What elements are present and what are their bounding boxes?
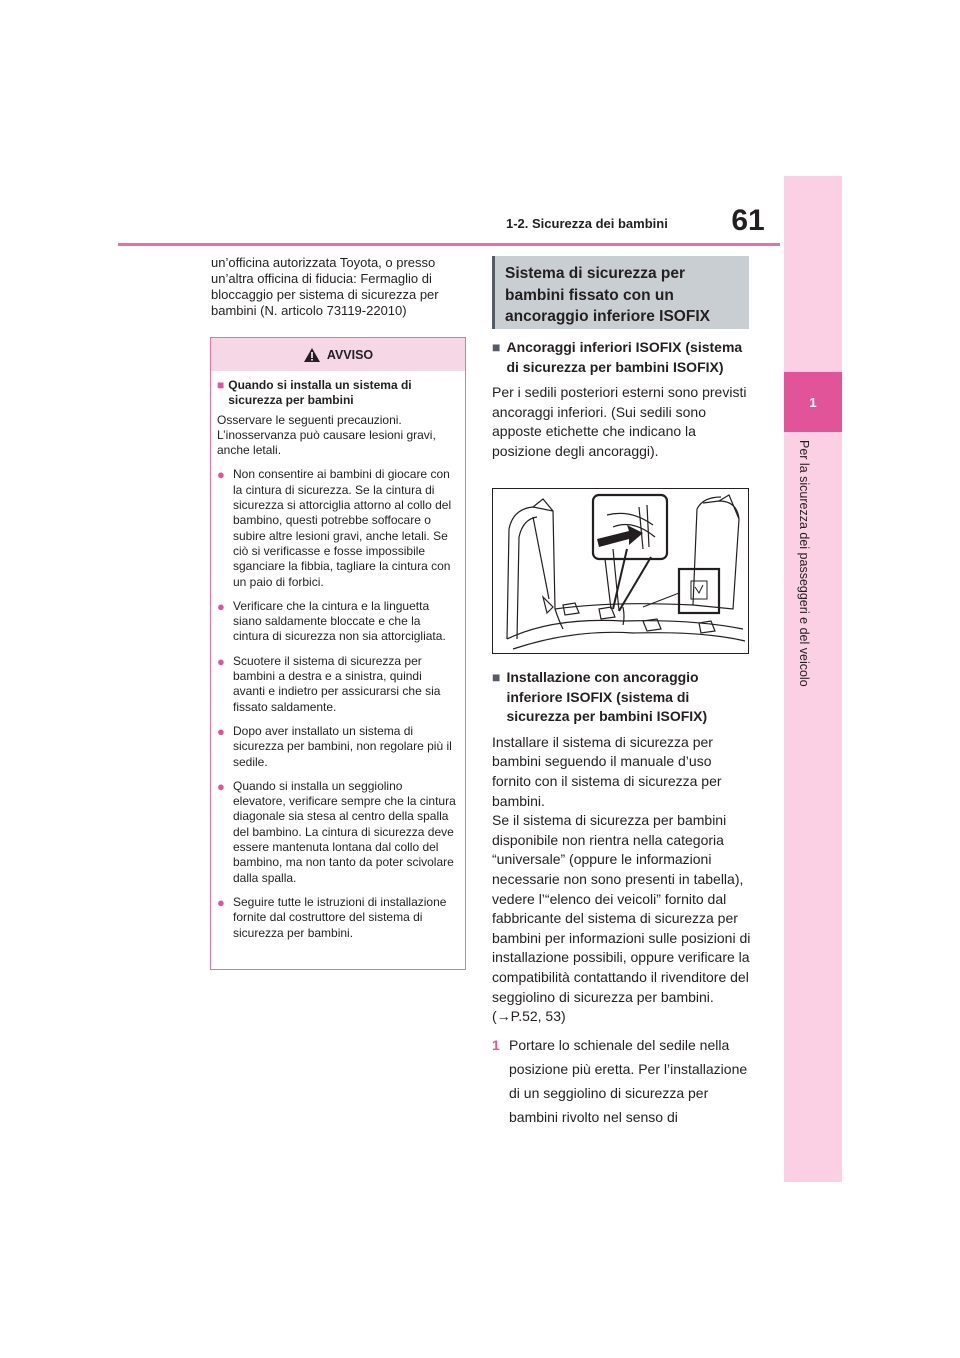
subsection-title — [492, 338, 754, 377]
warning-item — [217, 654, 457, 715]
subsection-title-text: Ancoraggi inferiori ISOFIX (sistema di sicurezza per bambini ISOFIX) — [506, 339, 743, 375]
subsection-installation — [492, 668, 754, 1129]
isofix-illustration — [492, 488, 749, 654]
page-number: 61 — [731, 204, 765, 237]
warning-intro: Osservare le seguenti precauzioni. L’inosservanza può causare lesioni gravi, anche letali. — [217, 412, 436, 458]
subsection-title — [492, 668, 754, 727]
subsection-title-text: Installazione con ancoraggio inferiore ISOFIX (sistema di sicurezza per bambini ISOFIX) — [506, 669, 708, 725]
bullet-dot-icon: ● — [217, 598, 225, 614]
step — [492, 1033, 754, 1129]
chapter-title: Per la sicurezza dei passeggeri e del veicolo — [797, 440, 811, 687]
warning-item — [217, 599, 457, 645]
warning-item — [217, 467, 457, 589]
subsection-text: Se il sistema di sicurezza per bambini disponibile non rientra nella categoria “universale” (oppure le informazioni necessarie non sono presenti in tabella), vedere l’“elenco dei veicoli” fornito dal fabbricante del sistema di sicurezza per bambini per informazioni sulle posizioni di installazione possibili, oppure verificare la compatibilità contattando il rivenditore del seggiolino di sicurezza per bambini. (→P.52, 53) — [492, 812, 751, 1025]
subsection-anchors — [492, 338, 754, 462]
warning-title — [217, 378, 457, 409]
warning-label: AVVISO — [326, 347, 374, 362]
warning-box — [210, 337, 466, 970]
intro-paragraph: un’officina autorizzata Toyota, o presso un’altra officina di fiducia: Fermaglio di bloccaggio per sistema di sicurezza per bambini (N. articolo 73119-22010) — [211, 255, 439, 318]
warning-item-text: Seguire tutte le istruzioni di installazione fornite dal costruttore del sistema di sicurezza per bambini. — [233, 894, 447, 940]
warning-item-text: Dopo aver installato un sistema di sicurezza per bambini, non regolare più il sedile. — [233, 723, 452, 769]
subsection-text: Installare il sistema di sicurezza per bambini seguendo il manuale d’uso fornito con il sistema di sicurezza per bambini. — [492, 733, 722, 809]
bullet-dot-icon: ● — [217, 723, 225, 739]
warning-item — [217, 895, 457, 941]
section-title-box: Sistema di sicurezza per bambini fissato con un ancoraggio inferiore ISOFIX — [492, 256, 749, 329]
step-number: 1 — [492, 1036, 500, 1053]
section-heading: 1-2. Sicurezza dei bambini — [506, 216, 668, 231]
warning-header — [211, 338, 465, 371]
chapter-number: 1 — [784, 372, 842, 432]
bullet-dot-icon: ● — [217, 467, 225, 483]
warning-item — [217, 779, 457, 886]
step-text: Portare lo schienale del sedile nella posizione più eretta. Per l’installazione di un seggiolino di sicurezza per bambini rivolto nel senso di — [509, 1036, 748, 1125]
subsection-text: Per i sedili posteriori esterni sono previsti ancoraggi inferiori. (Sui sedili sono apposte etichette che indicano la posizione degli ancoraggi). — [492, 384, 747, 459]
warning-item-text: Scuotere il sistema di sicurezza per bambini a destra e a sinistra, quindi avanti e indietro per assicurarsi che sia fissato saldamente. — [233, 653, 441, 714]
square-bullet-icon: ■ — [217, 378, 225, 392]
warning-item-text: Non consentire ai bambini di giocare con la cintura di sicurezza. Se la cintura di sicurezza si attorciglia attorno al collo del bambino, questi potrebbe soffocare o subire altre lesioni gravi, anche letali. Se ciò si verificasse e fosse impossibile sganciare la fibbia, tagliare la cintura con un paio di forbici. — [233, 467, 452, 589]
warning-item-text: Verificare che la cintura e la linguetta siano saldamente bloccate e che la cintura di sicurezza non sia attorcigliata. — [233, 598, 446, 644]
warning-item-text: Quando si installa un seggiolino elevatore, verificare sempre che la cintura diagonale sia stesa al centro della spalla del bambino. La cintura di sicurezza deve essere mantenuta lontana dal collo del bambino, ma non tanto da poter scivolare dalla spalla. — [233, 778, 456, 885]
bullet-dot-icon: ● — [217, 778, 225, 794]
rear-seat-anchor-illustration — [493, 489, 748, 653]
warning-triangle-icon — [303, 347, 321, 363]
square-bullet-icon: ■ — [492, 339, 501, 355]
bullet-dot-icon: ● — [217, 894, 225, 910]
warning-title-text: Quando si installa un sistema di sicurezza per bambini — [228, 378, 412, 408]
header-rule — [118, 243, 780, 246]
bullet-dot-icon: ● — [217, 653, 225, 669]
warning-item — [217, 724, 457, 770]
square-bullet-icon: ■ — [492, 669, 501, 685]
